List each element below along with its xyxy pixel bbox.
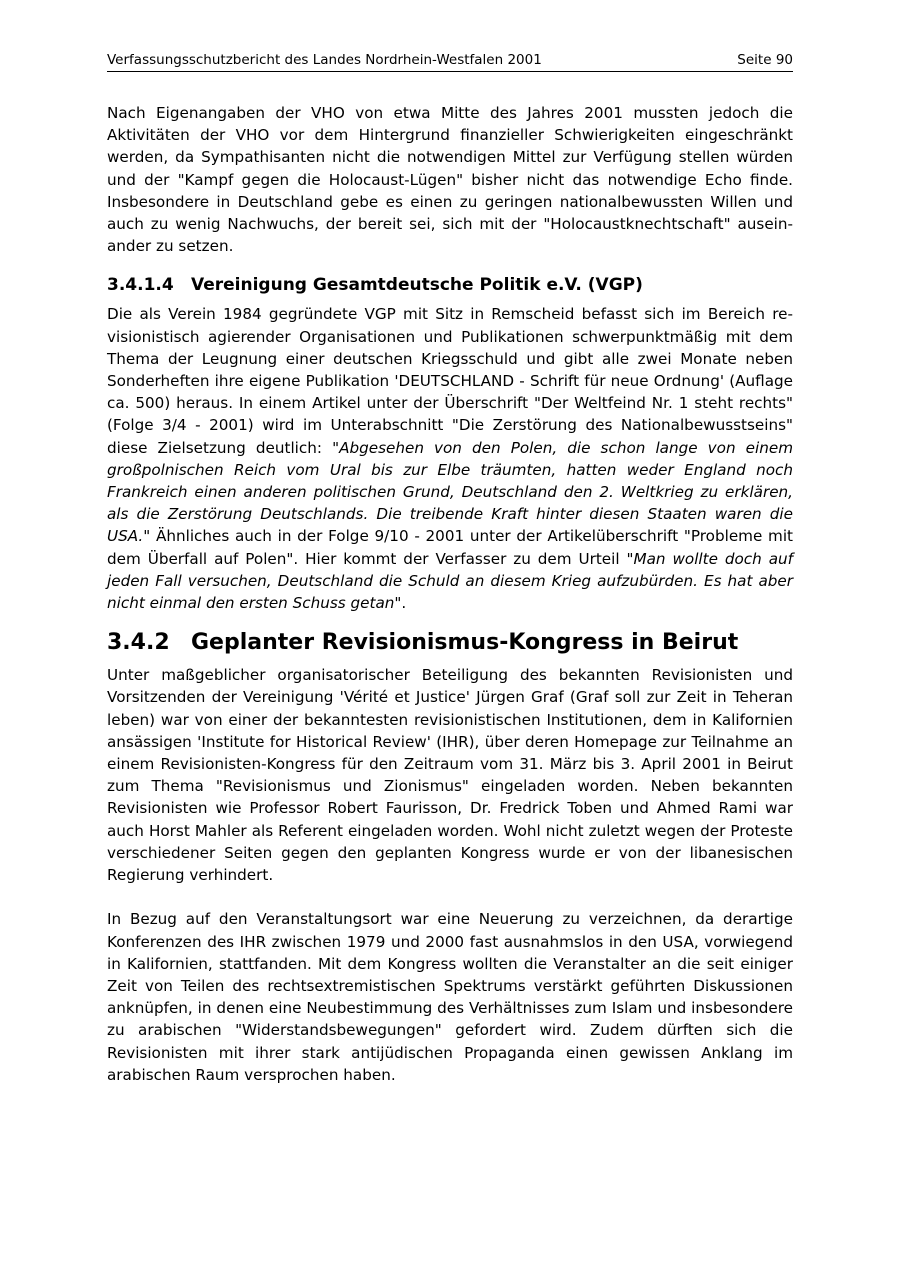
document-page <box>107 52 793 1086</box>
section-title: Vereinigung Gesamtdeutsche Politik e.V. (VGP) <box>191 275 643 296</box>
section-title: Geplanter Revisionismus-Kongress in Beirut <box>191 630 739 656</box>
vgp-text-b: " Ähnliches auch in der Folge 9/10 - 2001 unter der Artikelüberschrift "Probleme mit dem Überfall auf Polen". Hier kommt der Verfasser zu dem Urteil " <box>107 527 793 568</box>
vgp-quote-1: Abgesehen von den Polen, die schon lange von einem großpolnischen Reich vom Ural bis zur Elbe träumten, hatten weder England noch Frankreich einen anderen politischen Grund, Deutschland den 2. Weltkrieg zu erklären, als die Zerstörung Deutschlands. Die treibende Kraft hinter diesen Staaten waren die USA. <box>107 438 793 546</box>
vgp-text-c: ". <box>394 594 407 613</box>
paragraph-veranstaltungsort: In Bezug auf den Veranstaltungsort war eine Neuerung zu verzeichnen, da derartige Konferenzen des IHR zwischen 1979 und 2000 fast ausnahmslos in den USA, vorwiegend in Kalifornien, stattfanden. Mit dem Kongress wollten die Veranstalter an die seit einiger Zeit von Teilen des rechtsextremistischen Spektrums verstärkt geführten Diskussionen anknüpfen, in denen eine Neubestimmung des Verhältnisses zum Islam und insbesondere zu arabischen "Widerstandsbewegungen" gefordert wird. Zudem dürften sich die Revisionisten mit ihrer stark antijüdischen Propaganda einen gewissen Anklang im arabischen Raum versprochen haben. <box>107 910 793 1084</box>
vgp-text-a: Die als Verein 1984 gegründete VGP mit Sitz in Remscheid befasst sich im Bereich revisionistisch agierender Organisationen und Publikationen schwerpunktmäßig mit dem Thema der Leugnung einer deutschen Kriegsschuld und gibt alle zwei Monate neben Sonderheften ihre eigene Publikation 'DEUTSCHLAND - Schrift für neue Ordnung' (Auflage ca. 500) heraus. In einem Artikel unter der Überschrift "Der Weltfeind Nr. 1 steht rechts" (Folge 3/4 - 2001) wird im Unterabschnitt "Die Zerstörung des Nationalbewusstseins" diese Zielsetzung deutlich: " <box>107 305 793 457</box>
section-heading-vgp <box>107 273 793 297</box>
page-header <box>107 52 793 72</box>
paragraph-kongress: Unter maßgeblicher organisatorischer Beteiligung des bekannten Revisionisten und Vorsitzenden der Vereinigung 'Vérité et Justice' Jürgen Graf (Graf soll zur Zeit in Teheran leben) war von einer der bekanntesten revisionistischen Institutionen, dem in Kalifornien ansässigen 'Institute for Historical Review' (IHR), über deren Homepage zur Teilnahme an einem Revisionisten-Kongress für den Zeitraum vom 31. März bis 3. April 2001 in Beirut zum Thema "Revisionismus und Zionismus" eingeladen worden. Neben bekannten Revisionisten wie Professor Robert Faurisson, Dr. Fredrick Toben und Ahmed Rami war auch Horst Mahler als Referent eingeladen worden. Wohl nicht zuletzt wegen der Proteste verschiedener Seiten gegen den geplanten Kongress wurde er von der libanesischen Regierung verhindert. <box>107 666 793 885</box>
section-number: 3.4.1.4 <box>107 275 174 296</box>
section-heading-beirut <box>107 628 793 658</box>
paragraph-vho: Nach Eigenangaben der VHO von etwa Mitte des Jahres 2001 mussten jedoch die Aktivitäten der VHO vor dem Hintergrund finanzieller Schwierigkeiten eingeschränkt werden, da Sympathisanten nicht die notwendigen Mittel zur Verfügung stellen würden und der "Kampf gegen die Holocaust-Lügen" bisher nicht das notwendige Echo finde. Insbesondere in Deutschland gebe es einen zu geringen nationalbewussten Willen und auch zu wenig Nachwuchs, der bereit sei, sich mit der "Holocaustknechtschaft" auseinander zu setzen. <box>107 104 793 256</box>
vgp-quote-2: Man wollte doch auf jeden Fall versuchen, Deutschland die Schuld an diesem Krieg aufzubürden. Es hat aber nicht einmal den ersten Schuss getan <box>107 549 793 613</box>
page-number: Seite 90 <box>737 52 793 68</box>
section-number: 3.4.2 <box>107 630 170 656</box>
header-title: Verfassungsschutzbericht des Landes Nordrhein-Westfalen 2001 <box>107 52 542 68</box>
paragraph-vgp <box>107 303 793 614</box>
